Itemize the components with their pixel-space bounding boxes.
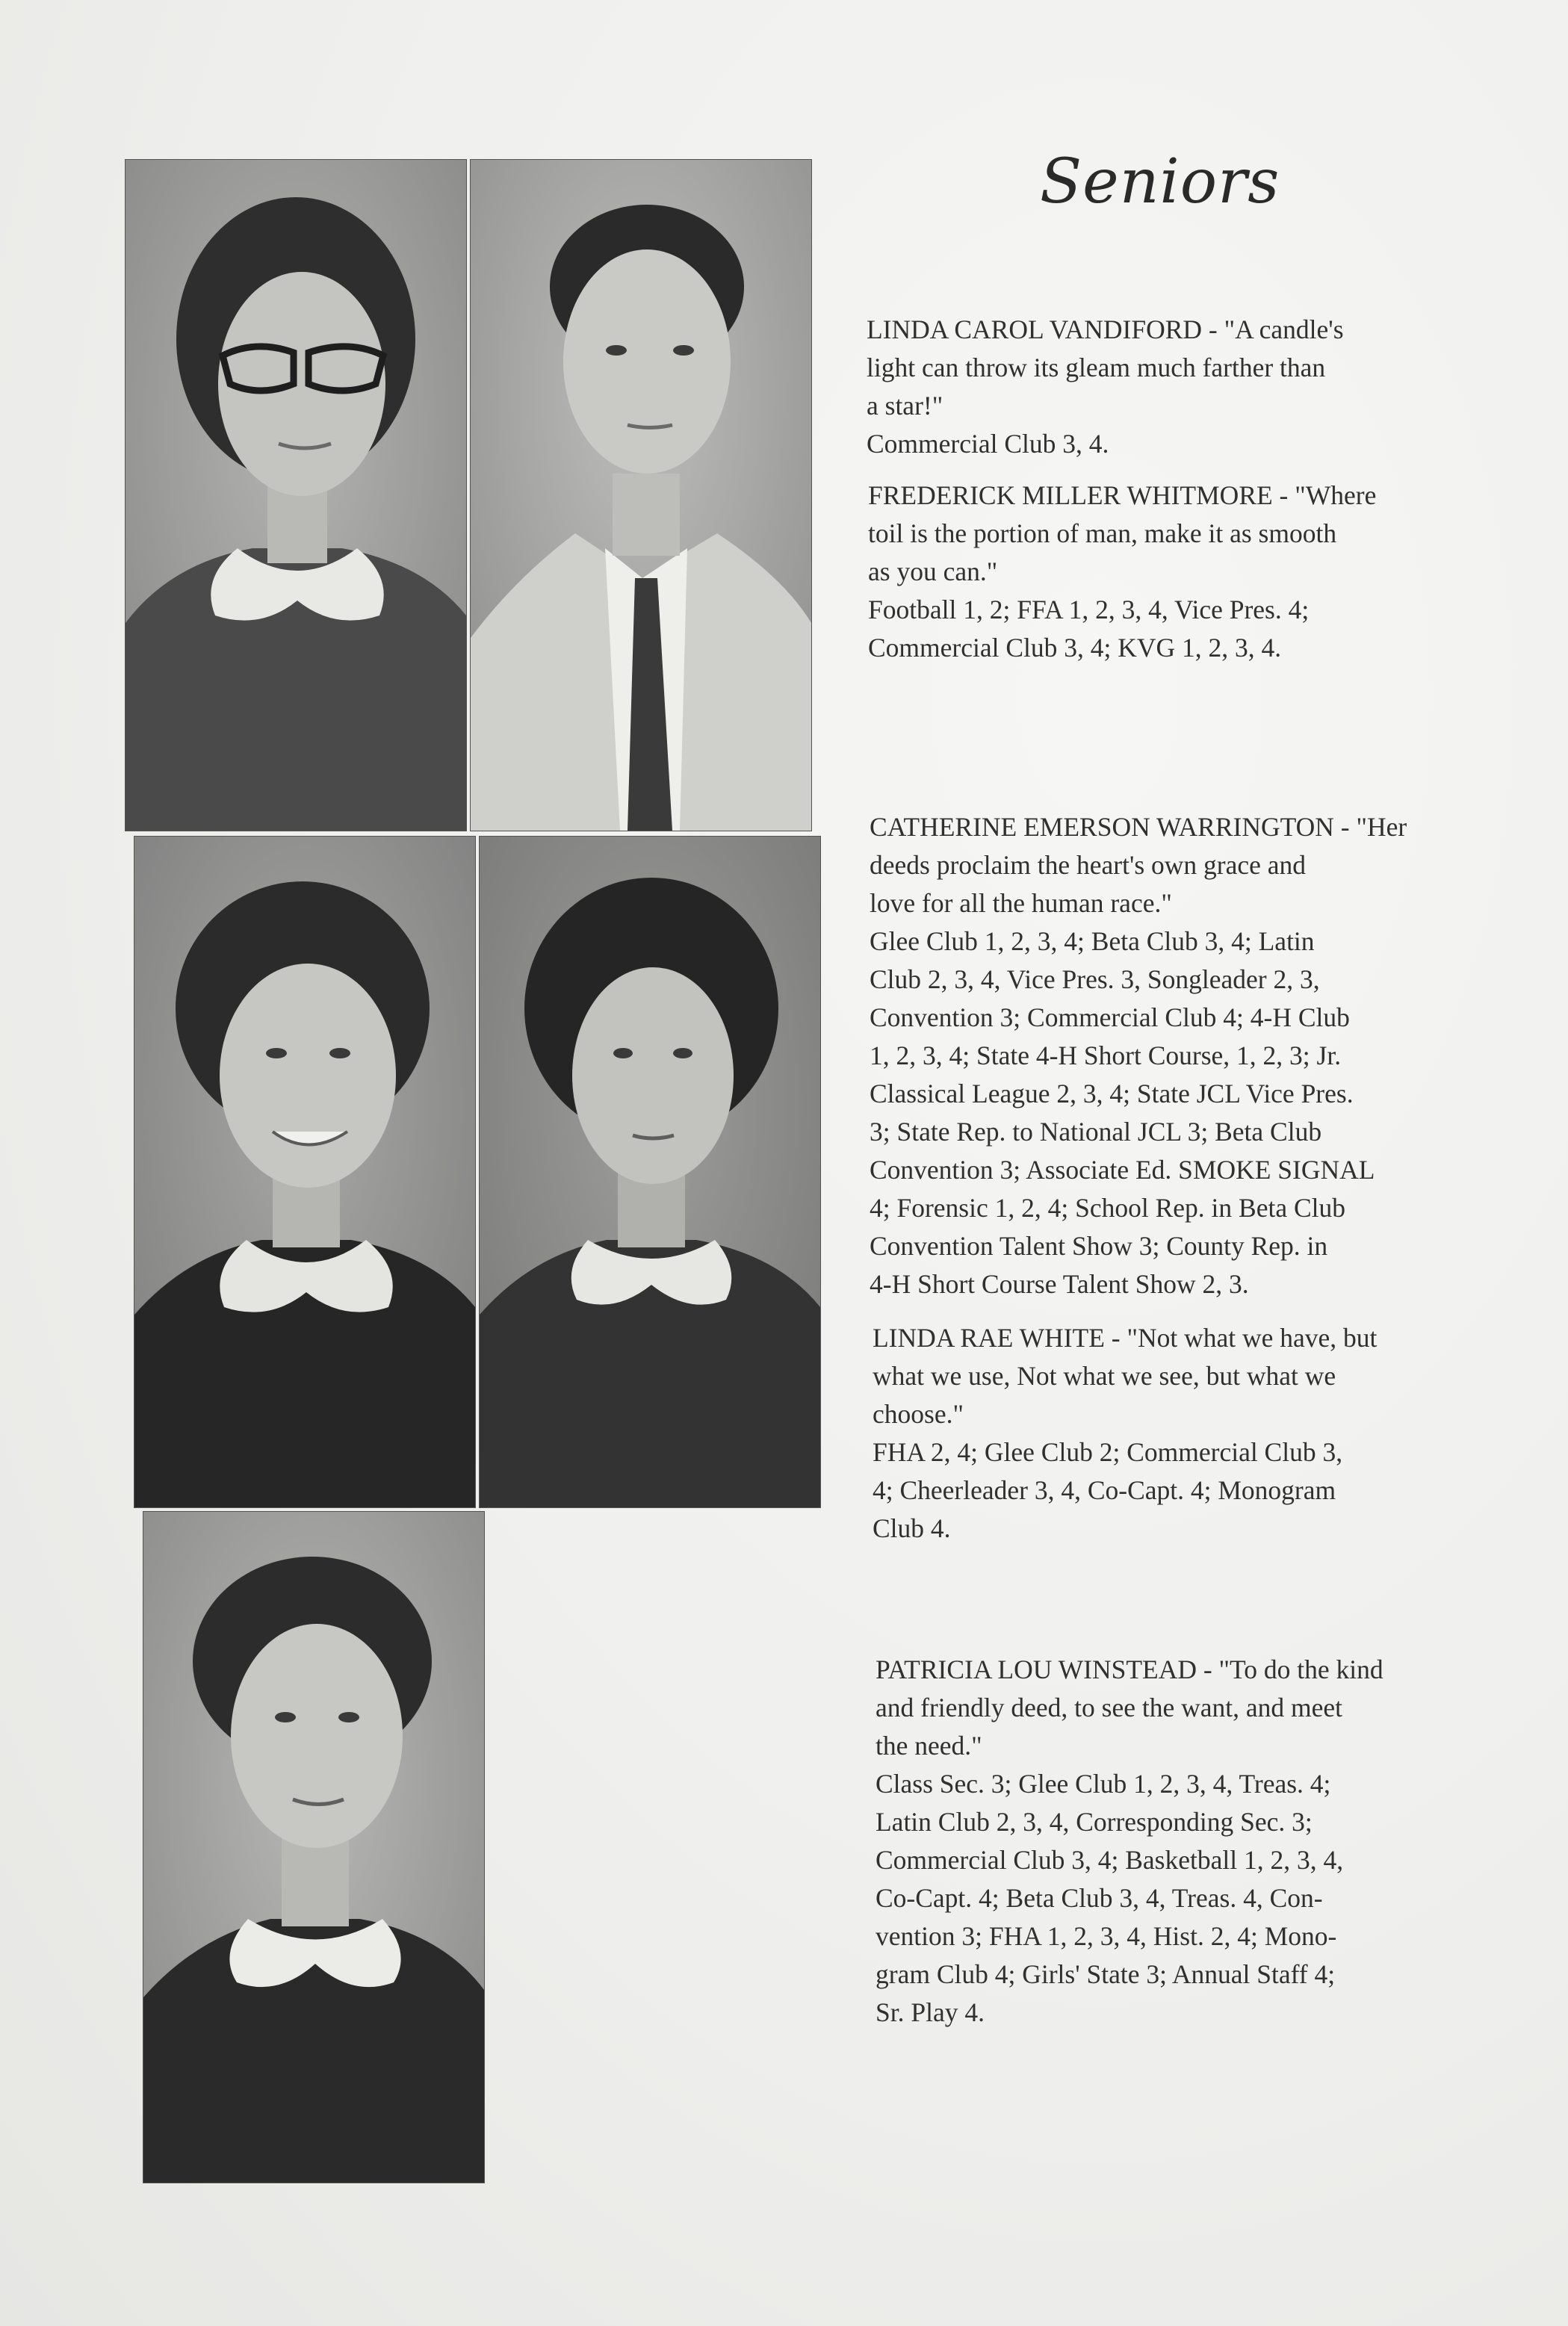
entry-line: LINDA CAROL VANDIFORD - "A candle's (867, 314, 1344, 344)
entry-line: Club 2, 3, 4, Vice Pres. 3, Songleader 2, 3, (870, 964, 1320, 994)
entry-line: what we use, Not what we see, but what we (873, 1361, 1336, 1391)
entry-line: Convention 3; Associate Ed. SMOKE SIGNAL (870, 1155, 1375, 1185)
entry-line: Classical League 2, 3, 4; State JCL Vice Pres. (870, 1079, 1354, 1108)
portrait-photo-2 (471, 160, 811, 831)
entry-line: 1, 2, 3, 4; State 4-H Short Course, 1, 2, 3; Jr. (870, 1041, 1342, 1070)
entry-line: CATHERINE EMERSON WARRINGTON - "Her (870, 812, 1407, 842)
entry-line: Club 4. (873, 1513, 951, 1543)
senior-entry-whitmore (868, 477, 1466, 667)
entry-line: Commercial Club 3, 4; KVG 1, 2, 3, 4. (868, 633, 1282, 663)
portrait-photo-5 (143, 1512, 484, 2183)
entry-line: gram Club 4; Girls' State 3; Annual Staff 4; (876, 1959, 1336, 1989)
portrait-photo-4 (480, 837, 820, 1507)
entry-line: Glee Club 1, 2, 3, 4; Beta Club 3, 4; Latin (870, 926, 1315, 956)
entry-line: PATRICIA LOU WINSTEAD - "To do the kind (876, 1654, 1383, 1684)
entry-line: deeds proclaim the heart's own grace and (870, 850, 1307, 880)
entry-line: and friendly deed, to see the want, and meet (876, 1693, 1342, 1722)
entry-line: Commercial Club 3, 4. (867, 429, 1109, 459)
entry-line: Commercial Club 3, 4; Basketball 1, 2, 3, 4, (876, 1845, 1344, 1875)
entry-line: Football 1, 2; FFA 1, 2, 3, 4, Vice Pres. 4; (868, 595, 1310, 624)
entry-line: vention 3; FHA 1, 2, 3, 4, Hist. 2, 4; Mono- (876, 1921, 1337, 1951)
entry-line: as you can." (868, 556, 998, 586)
entry-line: FHA 2, 4; Glee Club 2; Commercial Club 3, (873, 1437, 1343, 1467)
page-title: Seniors (1040, 146, 1280, 217)
entry-line: 4; Cheerleader 3, 4, Co-Capt. 4; Monogram (873, 1475, 1336, 1505)
portrait-photo-3 (134, 837, 475, 1507)
entry-line: Class Sec. 3; Glee Club 1, 2, 3, 4, Treas. 4; (876, 1769, 1331, 1799)
senior-entry-warrington (870, 808, 1467, 1303)
entry-line: Sr. Play 4. (876, 1997, 985, 2027)
entry-line: the need." (876, 1731, 982, 1761)
entry-line: Convention Talent Show 3; County Rep. in (870, 1231, 1328, 1261)
entry-line: toil is the portion of man, make it as smooth (868, 518, 1337, 548)
entry-line: love for all the human race." (870, 888, 1172, 918)
entry-line: Convention 3; Commercial Club 4; 4-H Club (870, 1002, 1350, 1032)
senior-entry-vandiford (867, 311, 1464, 463)
entry-line: LINDA RAE WHITE - "Not what we have, but (873, 1323, 1378, 1353)
entry-line: Latin Club 2, 3, 4, Corresponding Sec. 3; (876, 1807, 1313, 1837)
entry-line: FREDERICK MILLER WHITMORE - "Where (868, 480, 1377, 510)
entry-line: choose." (873, 1399, 964, 1429)
entry-line: 3; State Rep. to National JCL 3; Beta Club (870, 1117, 1322, 1147)
entry-line: light can throw its gleam much farther than (867, 353, 1326, 382)
entry-line: 4-H Short Course Talent Show 2, 3. (870, 1269, 1249, 1299)
entry-line: a star!" (867, 391, 943, 421)
entry-line: Co-Capt. 4; Beta Club 3, 4, Treas. 4, Con- (876, 1883, 1323, 1913)
portrait-photo-1 (125, 160, 466, 831)
senior-entry-winstead (876, 1651, 1473, 2032)
senior-entry-white (873, 1319, 1470, 1548)
entry-line: 4; Forensic 1, 2, 4; School Rep. in Beta Club (870, 1193, 1345, 1223)
